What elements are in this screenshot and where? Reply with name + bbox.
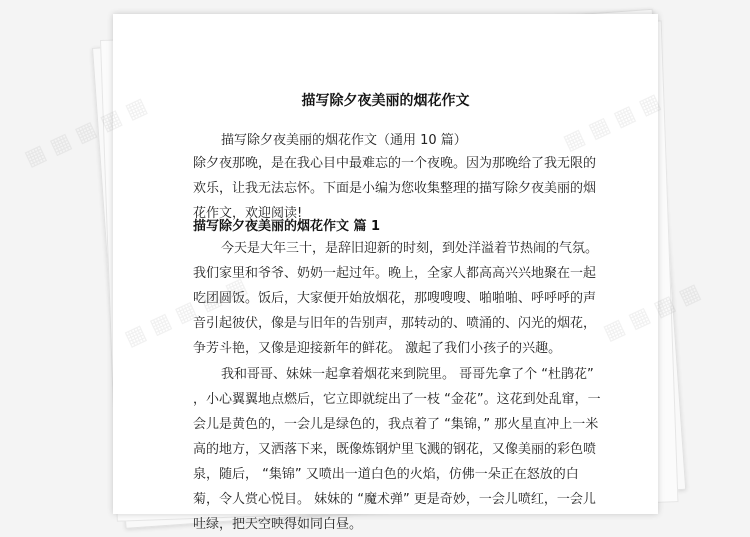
watermark: ▦ — [675, 279, 705, 311]
document-subtitle: 描写除夕夜美丽的烟花作文（通用 10 篇） — [221, 133, 467, 148]
body-paragraph-2: 我和哥哥、妹妹一起拿着烟花来到院里。 哥哥先拿了个 “杜鹃花” ，小心翼翼地点燃后，它立即就绽出了一枝 “金花”。这花到处乱窜，一会儿是黄色的，一会儿是绿色的，我点着了 “集锦，” 那火星直冲上一米高的地方，又洒落下来，既像炼钢炉里飞溅的钢花，又像美丽的彩色喷泉，随后， “集锦” 又喷出一道白色的火焰，仿佛一朵正在怒放的白菊，令人赏心悦目。 妹妹的 “魔术弹” 更是奇妙，一会儿喷红，一会儿吐绿，把天空映得如同白昼。 — [193, 367, 601, 532]
watermark: ▦ ▦ ▦ ▦ ▦ — [20, 93, 152, 172]
document-page — [113, 14, 658, 532]
body-paragraph-1: 今天是大年三十，是辞旧迎新的时刻，到处洋溢着节热闹的气氛。我们家里和爷爷、奶奶一起过年。晚上，全家人都高高兴兴地聚在一起吃团圆饭。饭后，大家便开始放烟花，那嗖嗖嗖、啪啪啪、呼呼呼的声音引起彼伏，像是与旧年的告别声，那转动的、喷涌的、闪光的烟花，争芳斗艳，又像是迎接新年的鲜花。 激起了我们小孩子的兴趣。 — [193, 241, 599, 356]
intro-paragraph: 除夕夜那晚，是在我心目中最难忘的一个夜晚。因为那晚给了我无限的欢乐，让我无法忘怀。下面是小编为您收集整理的描写除夕夜美丽的烟花作文，欢迎阅读! — [193, 156, 597, 221]
chapter-heading: 描写除夕夜美丽的烟花作文 篇 1 — [193, 219, 381, 234]
document-title: 描写除夕夜美丽的烟花作文 — [301, 93, 470, 109]
